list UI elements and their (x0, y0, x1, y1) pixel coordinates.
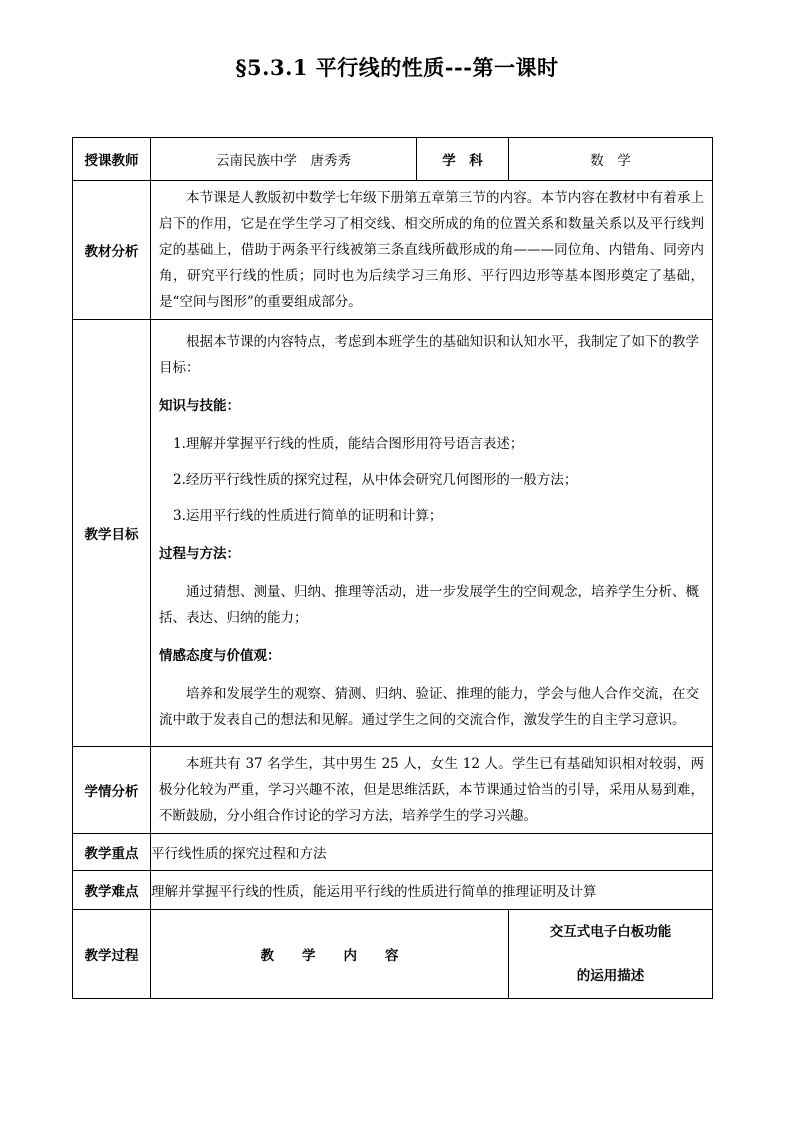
document-title: §5.3.1 平行线的性质---第一课时 (235, 55, 559, 80)
whiteboard-line-2: 的运用描述 (576, 968, 645, 984)
whiteboard-heading (509, 910, 713, 999)
subject-label: 学 科 (417, 138, 509, 181)
knowledge-item-2: 2.经历平行线性质的探究过程，从中体会研究几何图形的一般方法； (173, 472, 578, 488)
students-row (73, 747, 713, 834)
teacher-value: 云南民族中学 唐秀秀 (151, 138, 417, 181)
knowledge-item-3: 3.运用平行线的性质进行简单的证明和计算； (173, 508, 443, 524)
key-point-text: 平行线性质的探究过程和方法 (151, 834, 713, 871)
students-text: 本班共有 37 名学生，其中男生 25 人，女生 12 人。学生已有基础知识相对较弱，两极分化较为严重，学习兴趣不浓，但是思维活跃，本节课通过恰当的引导，采用从易到难，不断鼓励，分小组合作讨论的学习方法，培养学生的学习兴趣。 (159, 756, 704, 824)
process-content-heading (151, 910, 509, 999)
emotion-title: 情感态度与价值观： (159, 648, 281, 664)
key-point-label: 教学重点 (73, 834, 151, 871)
subject-value: 数 学 (509, 138, 713, 181)
process-content-char-1: 教 (260, 948, 274, 964)
process-content-char-4: 容 (385, 948, 399, 964)
goals-label: 教学目标 (73, 320, 151, 747)
difficulty-label: 教学难点 (73, 871, 151, 910)
process-row (73, 910, 713, 999)
whiteboard-line-1: 交互式电子白板功能 (549, 924, 672, 940)
goals-intro: 根据本节课的内容特点，考虑到本班学生的基础知识和认知水平，我制定了如下的教学目标： (159, 334, 699, 376)
key-point-row (73, 834, 713, 871)
difficulty-text: 理解并掌握平行线的性质，能运用平行线的性质进行简单的推理证明及计算 (151, 871, 713, 910)
knowledge-title: 知识与技能： (159, 398, 240, 414)
analysis-label: 教材分析 (73, 181, 151, 320)
process-content-char-2: 学 (302, 948, 316, 964)
teacher-label: 授课教师 (73, 138, 151, 181)
goals-body (151, 325, 712, 741)
emotion-text: 培养和发展学生的观察、猜测、归纳、验证、推理的能力，学会与他人合作交流，在交流中敢于发表自己的想法和见解。通过学生之间的交流合作，激发学生的自主学习意识。 (159, 686, 699, 728)
process-title: 过程与方法： (159, 546, 240, 562)
students-label: 学情分析 (73, 747, 151, 834)
difficulty-row (73, 871, 713, 910)
process-label: 教学过程 (73, 910, 151, 999)
header-row (73, 138, 713, 181)
knowledge-item-1: 1.理解并掌握平行线的性质，能结合图形用符号语言表述； (173, 436, 524, 452)
process-content-char-3: 内 (343, 948, 357, 964)
analysis-row (73, 181, 713, 320)
process-text: 通过猜想、测量、归纳、推理等活动，进一步发展学生的空间观念，培养学生分析、概括、表达、归纳的能力； (159, 584, 699, 626)
goals-row (73, 320, 713, 747)
lesson-plan-table (72, 137, 713, 999)
analysis-text: 本节课是人教版初中数学七年级下册第五章第三节的内容。本节内容在教材中有着承上启下的作用，它是在学生学习了相交线、相交所成的角的位置关系和数量关系以及平行线判定的基础上，借助于两条平行线被第三条直线所截形成的角———同位角、内错角、同旁内角，研究平行线的性质；同时也为后续学习三角形、平行四边形等基本图形奠定了基础，是“空间与图形”的重要组成部分。 (159, 190, 704, 310)
